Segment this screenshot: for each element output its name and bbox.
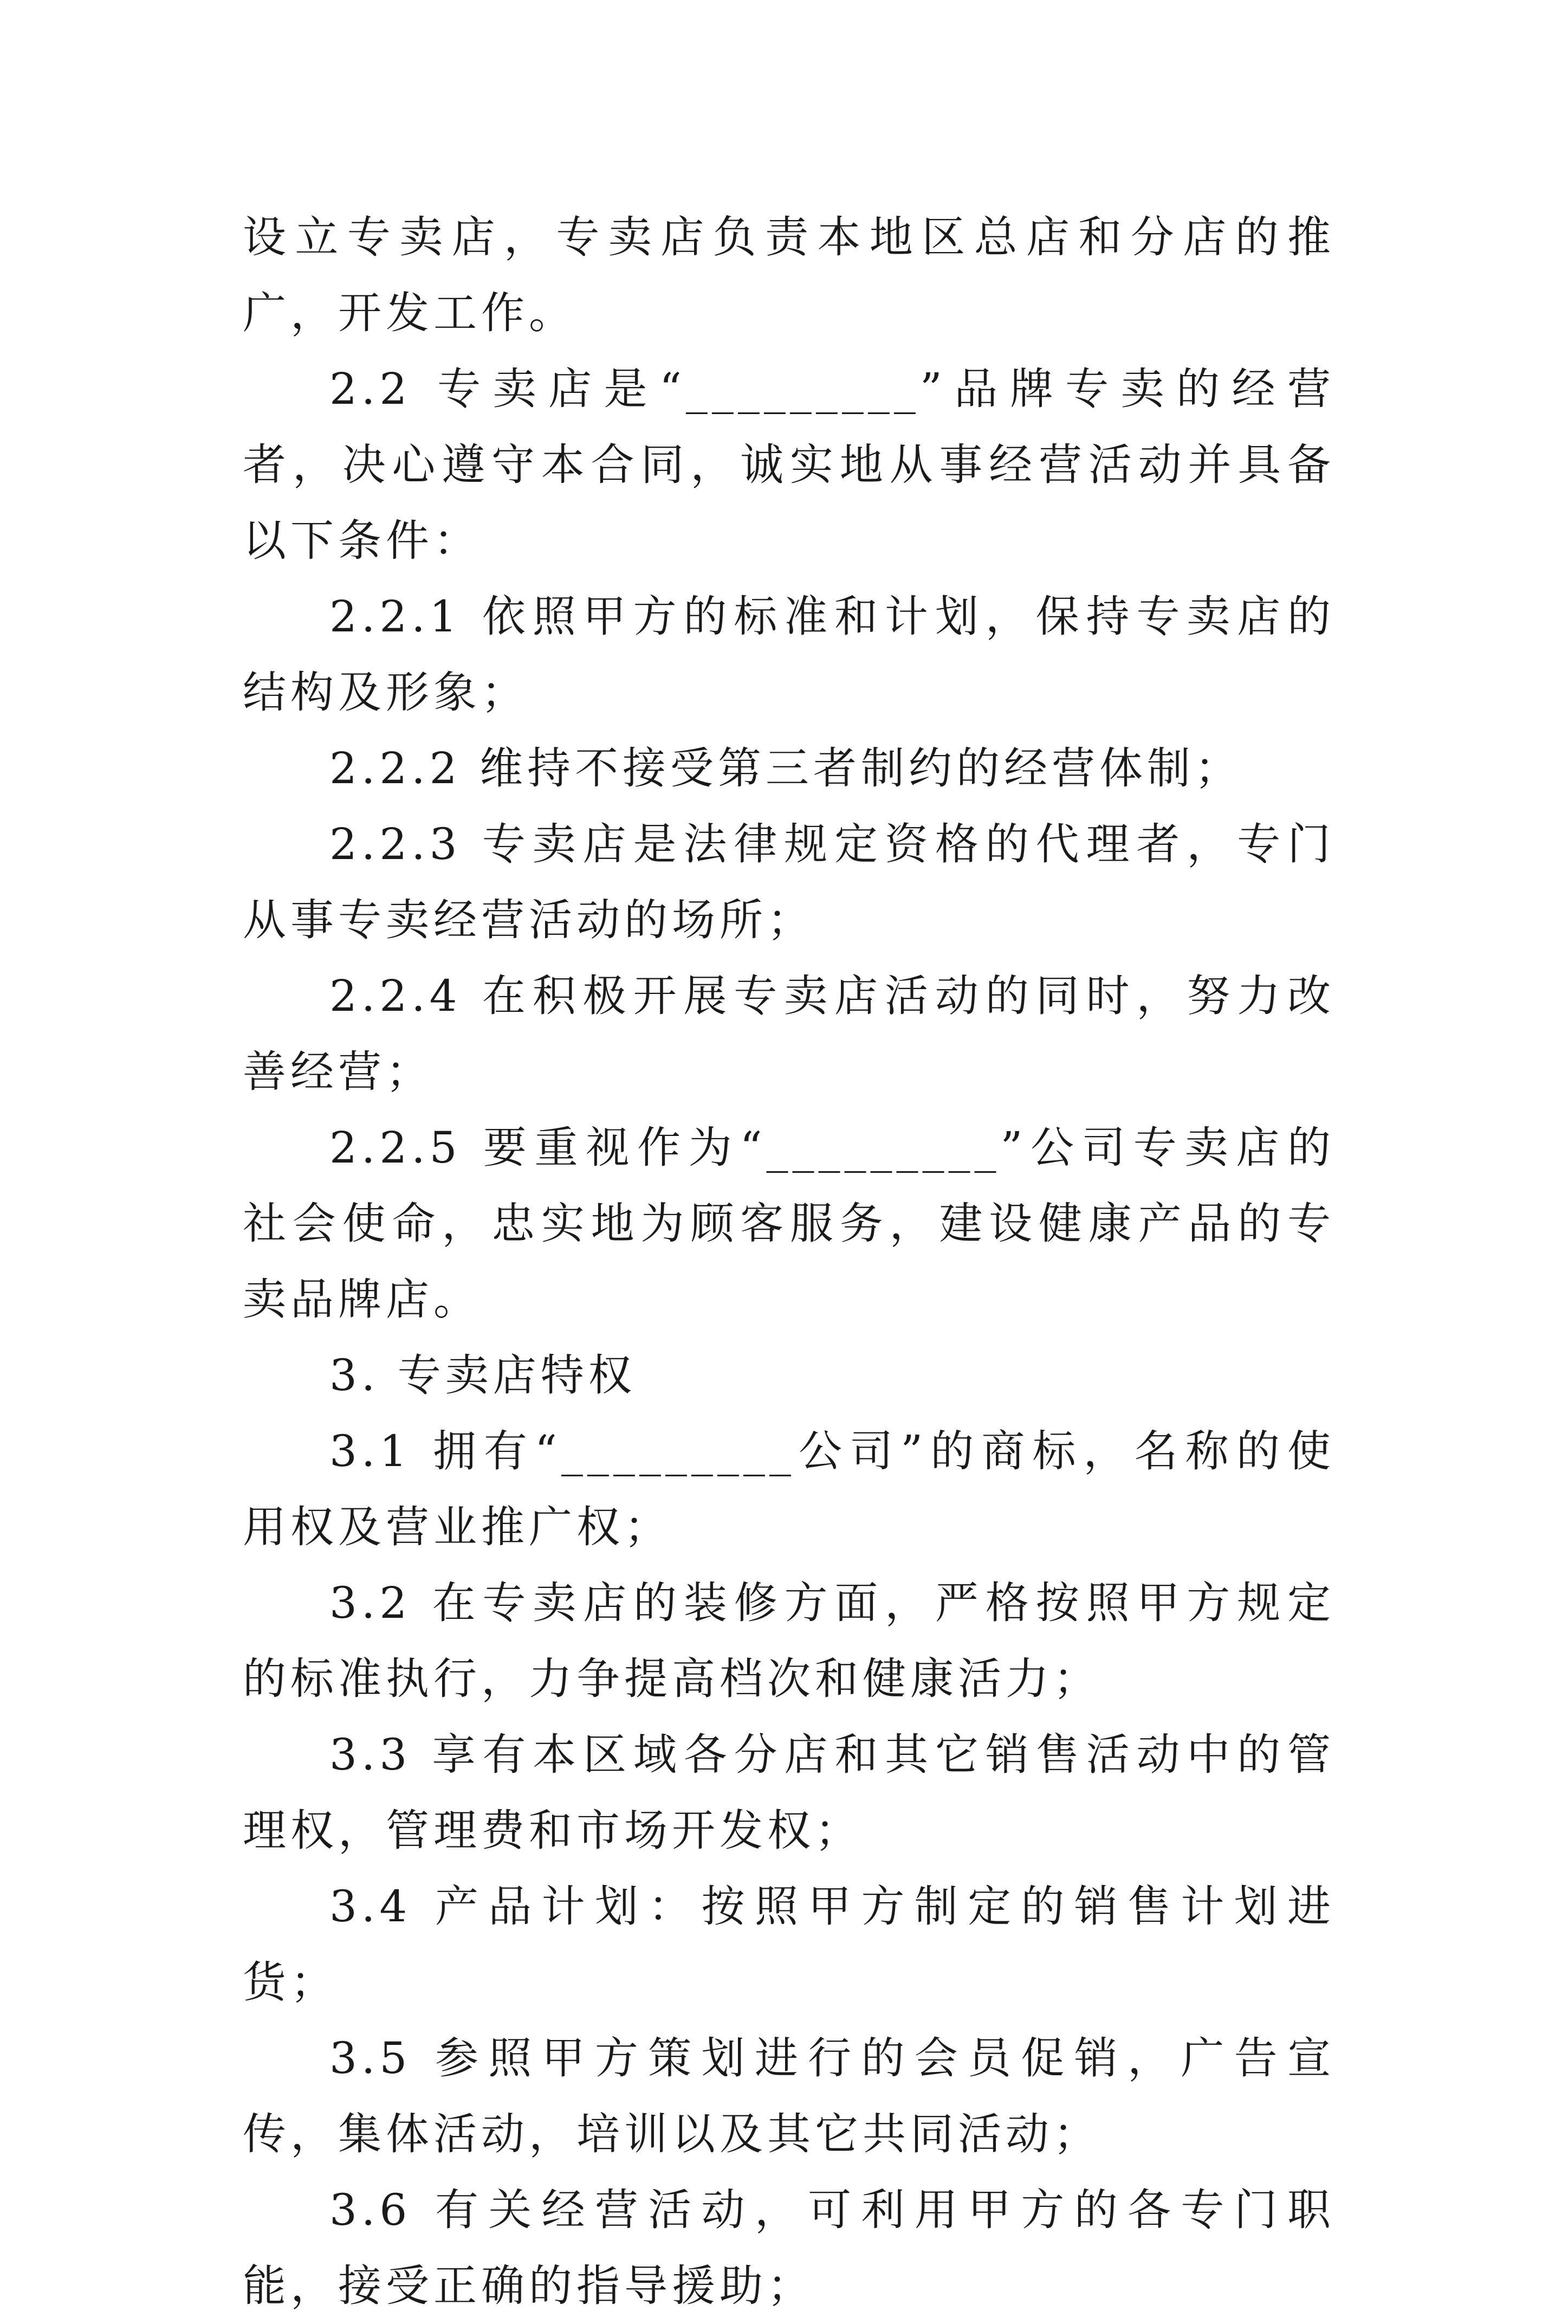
paragraph-2-2-4: 2.2.4 在积极开展专卖店活动的同时，努力改善经营； [243, 971, 1335, 1097]
section-heading-3: 3. 专卖店特权 [329, 1350, 636, 1400]
paragraph-2-2-3: 2.2.3 专卖店是法律规定资格的代理者，专门从事专卖经营活动的场所； [243, 819, 1335, 945]
paragraph: 设立专卖店，专卖店负责本地区总店和分店的推广，开发工作。 [243, 212, 1335, 338]
paragraph-3-1: 3.1 拥有“_________公司”的商标，名称的使用权及营业推广权； [243, 1426, 1335, 1552]
paragraph-3-2: 3.2 在专卖店的装修方面，严格按照甲方规定的标准执行，力争提高档次和健康活力； [243, 1578, 1335, 1704]
paragraph-2-2-2: 2.2.2 维持不接受第三者制约的经营体制； [329, 743, 1242, 793]
paragraph-3-3: 3.3 享有本区域各分店和其它销售活动中的管理权，管理费和市场开发权； [243, 1729, 1335, 1856]
paragraph-2-2-5: 2.2.5 要重视作为“_________”公司专卖店的社会使命，忠实地为顾客服务，建设健康产品的专卖品牌店。 [243, 1122, 1335, 1325]
paragraph-3-5: 3.5 参照甲方策划进行的会员促销，广告宣传，集体活动，培训以及其它共同活动； [243, 2033, 1335, 2159]
paragraph-2-2: 2.2 专卖店是“_________”品牌专卖的经营者，决心遵守本合同，诚实地从事经营活动并具备以下条件： [243, 364, 1335, 566]
paragraph-3-6: 3.6 有关经营活动，可利用甲方的各专门职能，接受正确的指导援助； [243, 2185, 1335, 2311]
document-page [243, 199, 1335, 2324]
paragraph-3-4: 3.4 产品计划：按照甲方制定的销售计划进货； [243, 1881, 1335, 2007]
paragraph-2-2-1: 2.2.1 依照甲方的标准和计划，保持专卖店的结构及形象； [243, 591, 1335, 718]
